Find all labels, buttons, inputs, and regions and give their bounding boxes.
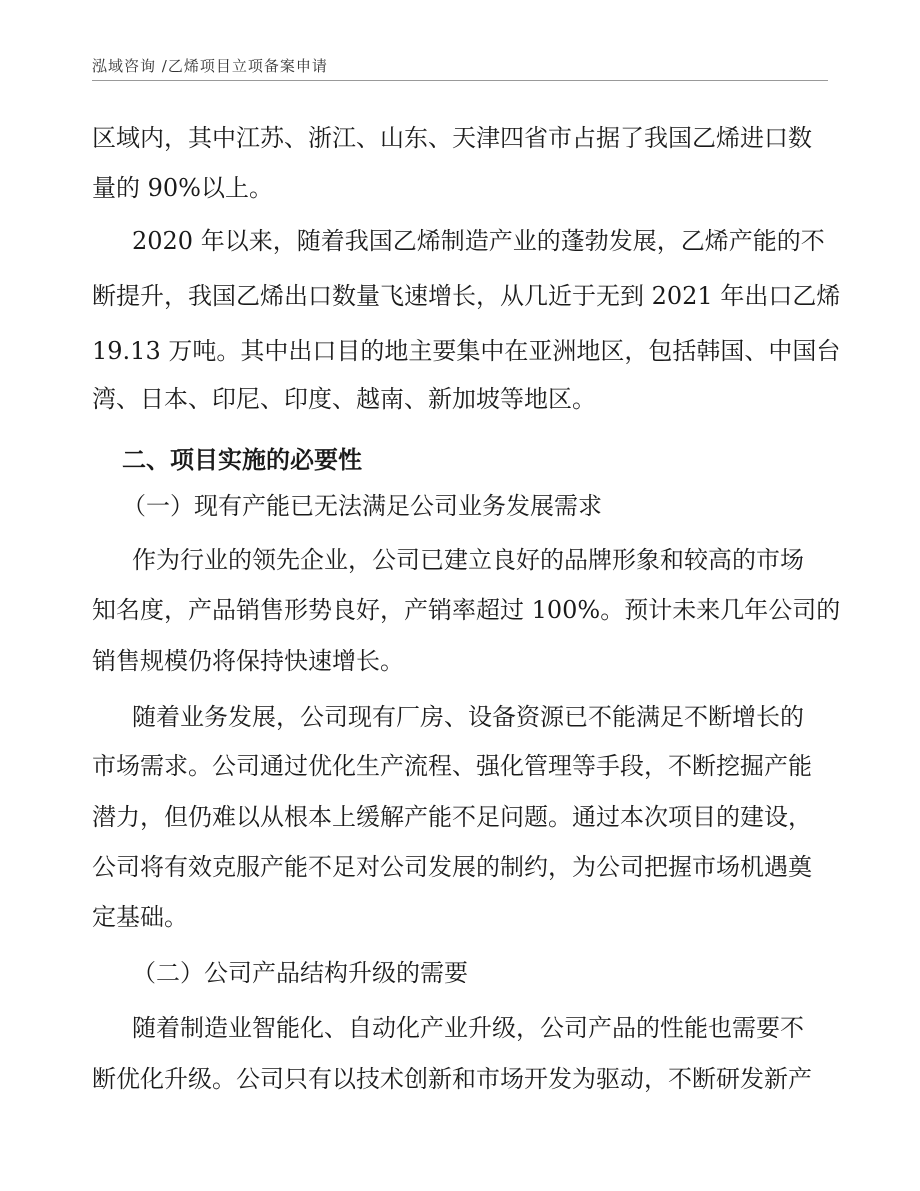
body-line: 随着业务发展，公司现有厂房、设备资源已不能满足不断增长的 — [132, 703, 804, 731]
body-line: 随着制造业智能化、自动化产业升级，公司产品的性能也需要不 — [132, 1014, 804, 1042]
subsection-heading: （一）现有产能已无法满足公司业务发展需求 — [122, 492, 602, 520]
body-line: 作为行业的领先企业，公司已建立良好的品牌形象和较高的市场 — [132, 546, 804, 574]
body-line: 销售规模仍将保持快速增长。 — [92, 647, 404, 675]
subsection-heading: （二）公司产品结构升级的需要 — [132, 959, 468, 987]
body-line: 量的 90%以上。 — [92, 174, 273, 202]
body-line: 市场需求。公司通过优化生产流程、强化管理等手段，不断挖掘产能 — [92, 752, 812, 780]
body-line: 湾、日本、印尼、印度、越南、新加坡等地区。 — [92, 385, 596, 413]
body-line: 断提升，我国乙烯出口数量飞速增长，从几近于无到 2021 年出口乙烯 — [92, 282, 841, 310]
header-divider — [92, 80, 828, 81]
body-line: 断优化升级。公司只有以技术创新和市场开发为驱动，不断研发新产 — [92, 1065, 812, 1093]
body-line: 潜力，但仍难以从根本上缓解产能不足问题。通过本次项目的建设， — [92, 803, 812, 831]
section-heading: 二、项目实施的必要性 — [122, 445, 362, 474]
body-line: 定基础。 — [92, 903, 188, 931]
body-line: 公司将有效克服产能不足对公司发展的制约，为公司把握市场机遇奠 — [92, 853, 812, 881]
body-line: 2020 年以来，随着我国乙烯制造产业的蓬勃发展，乙烯产能的不 — [132, 227, 825, 255]
body-line: 区域内，其中江苏、浙江、山东、天津四省市占据了我国乙烯进口数 — [92, 124, 812, 152]
body-line: 19.13 万吨。其中出口目的地主要集中在亚洲地区，包括韩国、中国台 — [92, 337, 841, 365]
page-header: 泓域咨询 /乙烯项目立项备案申请 — [92, 57, 328, 75]
body-line: 知名度，产品销售形势良好，产销率超过 100%。预计未来几年公司的 — [92, 596, 841, 624]
